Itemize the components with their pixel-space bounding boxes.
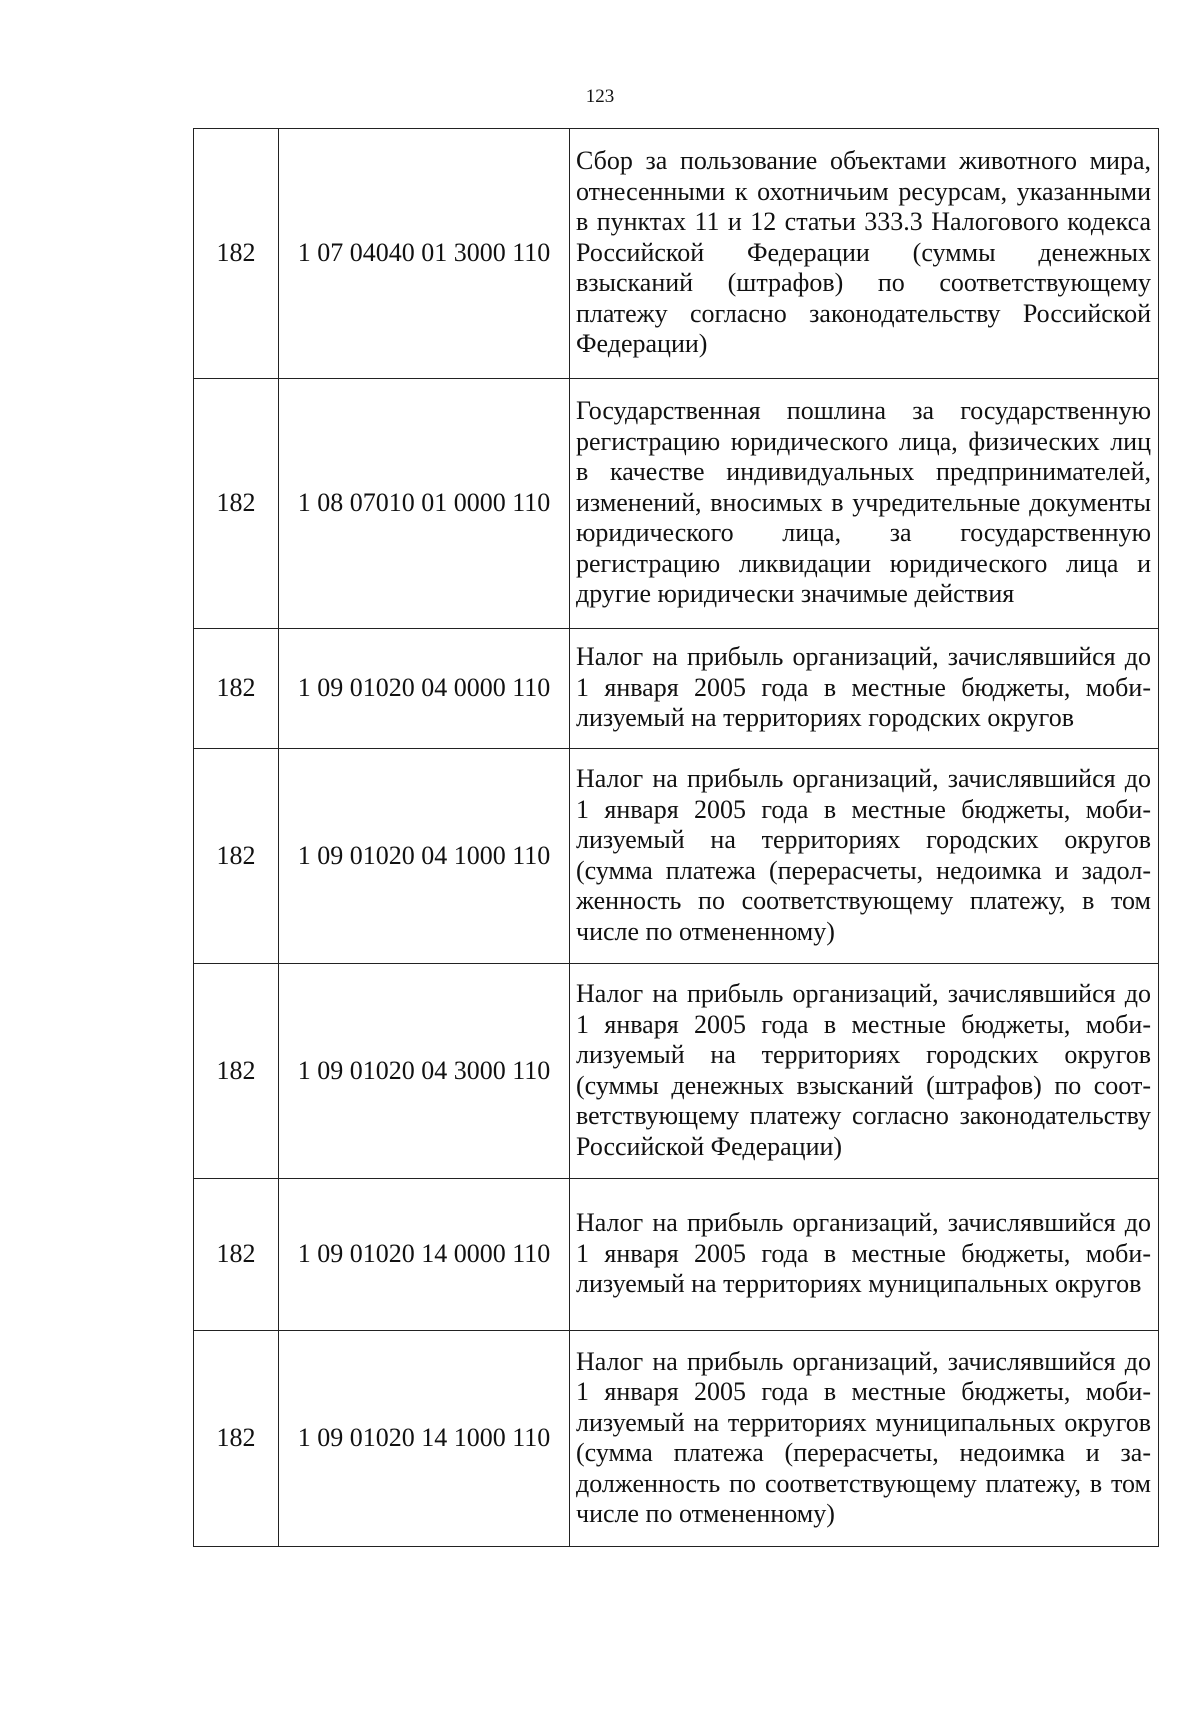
table-row [194,629,1159,749]
description-cell: Государственная пошлина за государственную регистрацию юридического лица, физических лиц в качестве индивидуальных предпринимателей, изменений, вносимых в учредительные документы юридического лица, за государственную регистрацию ликвидации юридического лица и другие юридически значимые действия [570,379,1159,629]
description-cell: Налог на прибыль организаций, зачислявшийся до 1 января 2005 года в местные бюджеты, мобилизуемый на территориях муниципальных округов (сумма платежа (перерасчеты, недоимка и задолженность по соответствующему платежу, в том числе по отмененному) [570,1331,1159,1547]
budget-code-cell: 1 09 01020 14 1000 110 [279,1331,570,1547]
table-row [194,379,1159,629]
table-row [194,1179,1159,1331]
description-cell: Налог на прибыль организаций, зачислявшийся до 1 января 2005 года в местные бюджеты, мобилизуемый на территориях городских округов [570,629,1159,749]
table-row [194,964,1159,1179]
description-cell: Налог на прибыль организаций, зачислявшийся до 1 января 2005 года в местные бюджеты, мобилизуемый на территориях муниципальных округов [570,1179,1159,1331]
budget-codes-table [193,128,1159,1547]
admin-code-cell: 182 [194,1331,279,1547]
admin-code-cell: 182 [194,964,279,1179]
table-row [194,129,1159,379]
description-cell: Сбор за пользование объектами животного мира, отнесенными к охотничьим ресурсам, указанными в пунктах 11 и 12 статьи 333.3 Налогового кодекса Российской Федерации (суммы денежных взысканий (штрафов) по соответствующему платежу согласно законодательству Российской Федерации) [570,129,1159,379]
admin-code-cell: 182 [194,749,279,964]
page-number: 123 [585,86,615,107]
admin-code-cell: 182 [194,629,279,749]
budget-code-cell: 1 09 01020 04 0000 110 [279,629,570,749]
budget-code-cell: 1 08 07010 01 0000 110 [279,379,570,629]
table-row [194,749,1159,964]
budget-code-cell: 1 07 04040 01 3000 110 [279,129,570,379]
admin-code-cell: 182 [194,129,279,379]
budget-code-cell: 1 09 01020 04 3000 110 [279,964,570,1179]
description-cell: Налог на прибыль организаций, зачислявшийся до 1 января 2005 года в местные бюджеты, мобилизуемый на территориях городских округов (суммы денежных взысканий (штрафов) по соответствующему платежу согласно законодательству Российской Федерации) [570,964,1159,1179]
description-cell: Налог на прибыль организаций, зачислявшийся до 1 января 2005 года в местные бюджеты, мобилизуемый на территориях городских округов (сумма платежа (перерасчеты, недоимка и задолженность по соответствующему платежу, в том числе по отмененному) [570,749,1159,964]
admin-code-cell: 182 [194,1179,279,1331]
budget-code-cell: 1 09 01020 14 0000 110 [279,1179,570,1331]
table-row [194,1331,1159,1547]
admin-code-cell: 182 [194,379,279,629]
budget-code-cell: 1 09 01020 04 1000 110 [279,749,570,964]
